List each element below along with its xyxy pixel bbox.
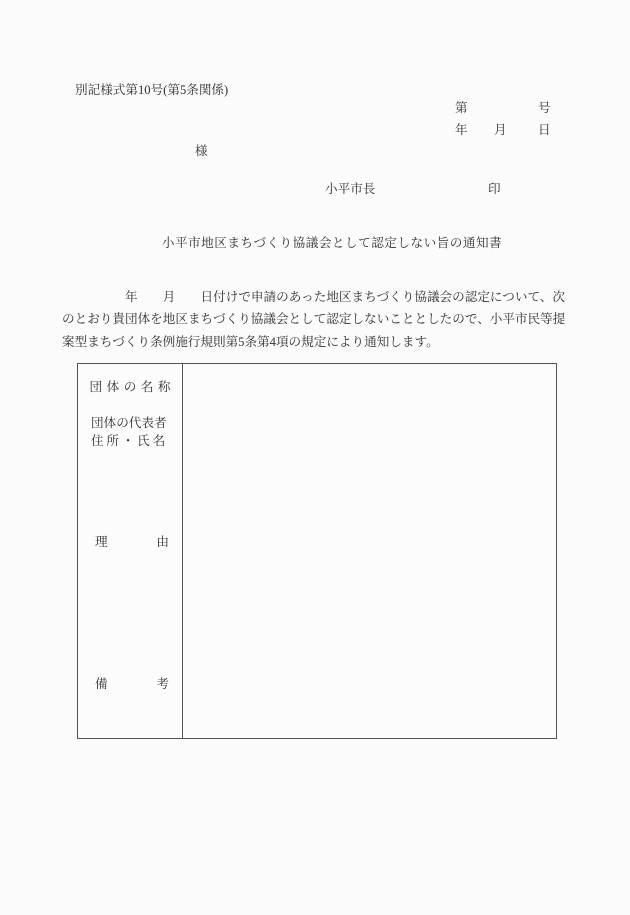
doc-number-suffix: 号 [538,101,551,115]
reason-label-right: 由 [156,535,169,550]
date-day-label: 日 [538,123,551,137]
date-month-label: 月 [494,123,507,137]
representative-label-line1: 団体の代表者 [91,416,167,430]
date-year-label: 年 [455,123,468,137]
remarks-label-left: 備 [95,677,108,692]
form-table [77,363,557,739]
addressee-honorific: 様 [195,144,208,158]
representative-label-line2: 住所・氏名 [91,434,168,448]
organization-name-value-cell [183,364,556,410]
body-line: のとおり貴団体を地区まちづくり協議会として認定しないこととしたので、小平市民等提 [62,312,566,327]
remarks-label-right: 考 [156,677,169,692]
table-label-cell-remarks [78,631,183,738]
reason-label [78,536,182,549]
sender-title: 小平市長 [325,182,376,196]
organization-name-label: 団体の名称 [89,379,175,394]
table-label-cell-representative [78,410,183,454]
reason-label-left: 理 [95,535,108,550]
table-label-cell-reason [78,454,183,631]
seal-label: 印 [488,182,501,196]
document-title: 小平市地区まちづくり協議会として認定しない旨の通知書 [161,236,503,250]
body-line: 案型まちづくり条例施行規則第5条第4項の規定により通知します。 [62,334,439,349]
remarks-label [78,678,182,691]
representative-value-cell [183,410,556,454]
body-paragraph [62,286,582,353]
table-label-cell-organization-name [78,364,183,410]
doc-number-prefix: 第 [455,101,468,115]
reason-value-cell [183,454,556,631]
body-line: 年 月 日付けで申請のあった地区まちづくり協議会の認定について、次 [62,290,565,304]
remarks-value-cell [183,631,556,738]
form-style-number: 別記様式第10号(第5条関係) [75,83,229,97]
